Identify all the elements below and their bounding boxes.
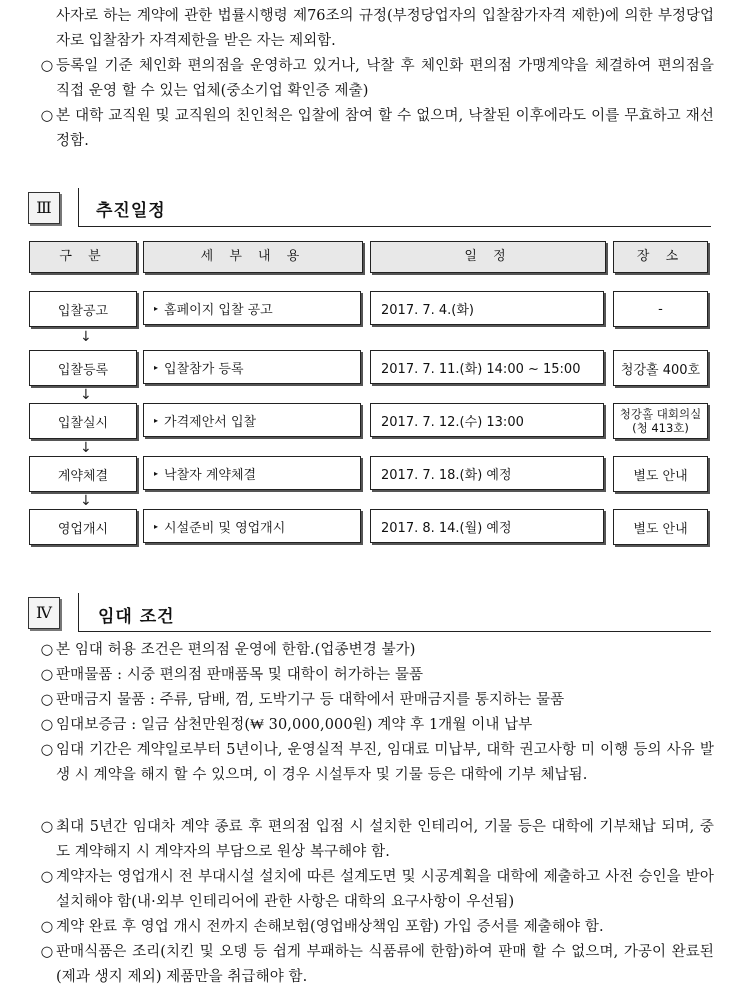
condition-bullet-9: ○ 판매식품은 조리(치킨 및 오뎅 등 쉽게 부패하는 식품류에 한함)하여 판매 할 수 없으며, 가공이 완료된(제과 생지 제외) 제품만을 취급해야 함. xyxy=(38,940,714,990)
row-2-detail: ▸ 입찰참가 등록 xyxy=(143,350,361,384)
row-3-date: 2017. 7. 12.(수) 13:00 xyxy=(370,403,604,437)
header-detail: 세 부 내 용 xyxy=(143,241,363,273)
circle-bullet-icon: ○ xyxy=(40,869,54,885)
section-4-title: 임대 조건 xyxy=(98,607,175,627)
row-4-detail: ▸ 낙찰자 계약체결 xyxy=(143,456,361,490)
row-2-category: 입찰등록 xyxy=(29,350,137,386)
triangle-marker-icon: ▸ xyxy=(154,521,159,531)
circle-bullet-icon: ○ xyxy=(40,642,54,658)
triangle-marker-icon: ▸ xyxy=(154,362,159,372)
section-4-divider xyxy=(78,593,79,631)
section-3-underline xyxy=(78,226,711,227)
circle-bullet-icon: ○ xyxy=(40,919,54,935)
circle-bullet-icon: ○ xyxy=(40,692,54,708)
down-arrow-icon: ↓ xyxy=(80,440,92,456)
intro-bullet-2: ○ 본 대학 교직원 및 교직원의 친인척은 입찰에 참여 할 수 없으며, 낙찰된 이후에라도 이를 무효하고 재선정함. xyxy=(38,104,714,154)
triangle-marker-icon: ▸ xyxy=(154,303,159,313)
row-3-category: 입찰실시 xyxy=(29,403,137,439)
circle-bullet-icon: ○ xyxy=(40,944,54,960)
intro-bullet-1: ○ 등록일 기준 체인화 편의점을 운영하고 있거나, 낙찰 후 체인화 편의점 가맹계약을 체결하여 편의점을 직접 운영 할 수 있는 업체(중소기업 확인증 제출) xyxy=(38,54,714,104)
section-3-number: Ⅲ xyxy=(28,192,60,224)
circle-bullet-icon: ○ xyxy=(40,108,54,124)
row-3-detail: ▸ 가격제안서 입찰 xyxy=(143,403,361,437)
section-3-title: 추진일정 xyxy=(96,201,166,221)
section-3-divider xyxy=(78,188,79,226)
circle-bullet-icon: ○ xyxy=(40,717,54,733)
condition-bullet-4: ○ 임대보증금 : 일금 삼천만원정(₩ 30,000,000원) 계약 후 1개월 이내 납부 xyxy=(38,713,714,738)
condition-bullet-7: ○ 계약자는 영업개시 전 부대시설 설치에 따른 설계도면 및 시공계획을 대학에 제출하고 사전 승인을 받아 설치해야 함(내·외부 인테리어에 관한 사항은 대학의 요구사항이 우선됨) xyxy=(38,865,714,915)
down-arrow-icon: ↓ xyxy=(80,387,92,403)
row-1-category: 입찰공고 xyxy=(29,291,137,327)
row-5-date: 2017. 8. 14.(월) 예정 xyxy=(370,509,604,543)
row-2-place: 청강홀 400호 xyxy=(613,350,708,386)
header-place: 장 소 xyxy=(613,241,708,273)
condition-bullet-3: ○ 판매금지 물품 : 주류, 담배, 껌, 도박기구 등 대학에서 판매금지를 통지하는 물품 xyxy=(38,688,714,713)
section-4-number: Ⅳ xyxy=(28,597,60,629)
down-arrow-icon: ↓ xyxy=(80,493,92,509)
row-3-place: 청강홀 대회의실 (청 413호) xyxy=(613,403,708,439)
row-5-place: 별도 안내 xyxy=(613,509,708,545)
circle-bullet-icon: ○ xyxy=(40,58,54,74)
row-4-category: 계약체결 xyxy=(29,456,137,492)
triangle-marker-icon: ▸ xyxy=(154,415,159,425)
row-4-place: 별도 안내 xyxy=(613,456,708,492)
condition-bullet-5: ○ 임대 기간은 계약일로부터 5년이나, 운영실적 부진, 임대료 미납부, 대학 권고사항 미 이행 등의 사유 발생 시 계약을 해지 할 수 있으며, 이 경우 시설투자 및 기물 등은 대학에 기부 체납됨. xyxy=(38,738,714,788)
header-date: 일 정 xyxy=(370,241,606,273)
circle-bullet-icon: ○ xyxy=(40,667,54,683)
intro-continuation-text: 사자로 하는 계약에 관한 법률시행령 제76조의 규정(부정당업자의 입찰참가자격 제한)에 의한 부정당업자로 입찰참가 자격제한을 받은 자는 제외함. xyxy=(56,8,714,49)
section-4-underline xyxy=(78,631,711,632)
row-1-detail: ▸ 홈페이지 입찰 공고 xyxy=(143,291,361,325)
condition-bullet-8: ○ 계약 완료 후 영업 개시 전까지 손해보험(영업배상책임 포함) 가입 증서를 제출해야 함. xyxy=(38,915,714,940)
row-4-date: 2017. 7. 18.(화) 예정 xyxy=(370,456,604,490)
circle-bullet-icon: ○ xyxy=(40,742,54,758)
header-category: 구 분 xyxy=(29,241,137,273)
triangle-marker-icon: ▸ xyxy=(154,468,159,478)
row-5-detail: ▸ 시설준비 및 영업개시 xyxy=(143,509,361,543)
row-1-date: 2017. 7. 4.(화) xyxy=(370,291,604,325)
row-1-place: - xyxy=(613,291,708,327)
row-5-category: 영업개시 xyxy=(29,509,137,545)
condition-bullet-6: ○ 최대 5년간 임대차 계약 종료 후 편의점 입점 시 설치한 인테리어, 기물 등은 대학에 기부채납 되며, 중도 계약해지 시 계약자의 부담으로 원상 복구해야 함. xyxy=(38,815,714,865)
row-2-date: 2017. 7. 11.(화) 14:00 ~ 15:00 xyxy=(370,350,604,384)
circle-bullet-icon: ○ xyxy=(40,819,54,835)
condition-bullet-2: ○ 판매물품 : 시중 편의점 판매품목 및 대학이 허가하는 물품 xyxy=(38,663,714,688)
down-arrow-icon: ↓ xyxy=(80,329,92,345)
condition-bullet-1: ○ 본 임대 허용 조건은 편의점 운영에 한함.(업종변경 불가) xyxy=(38,638,714,663)
